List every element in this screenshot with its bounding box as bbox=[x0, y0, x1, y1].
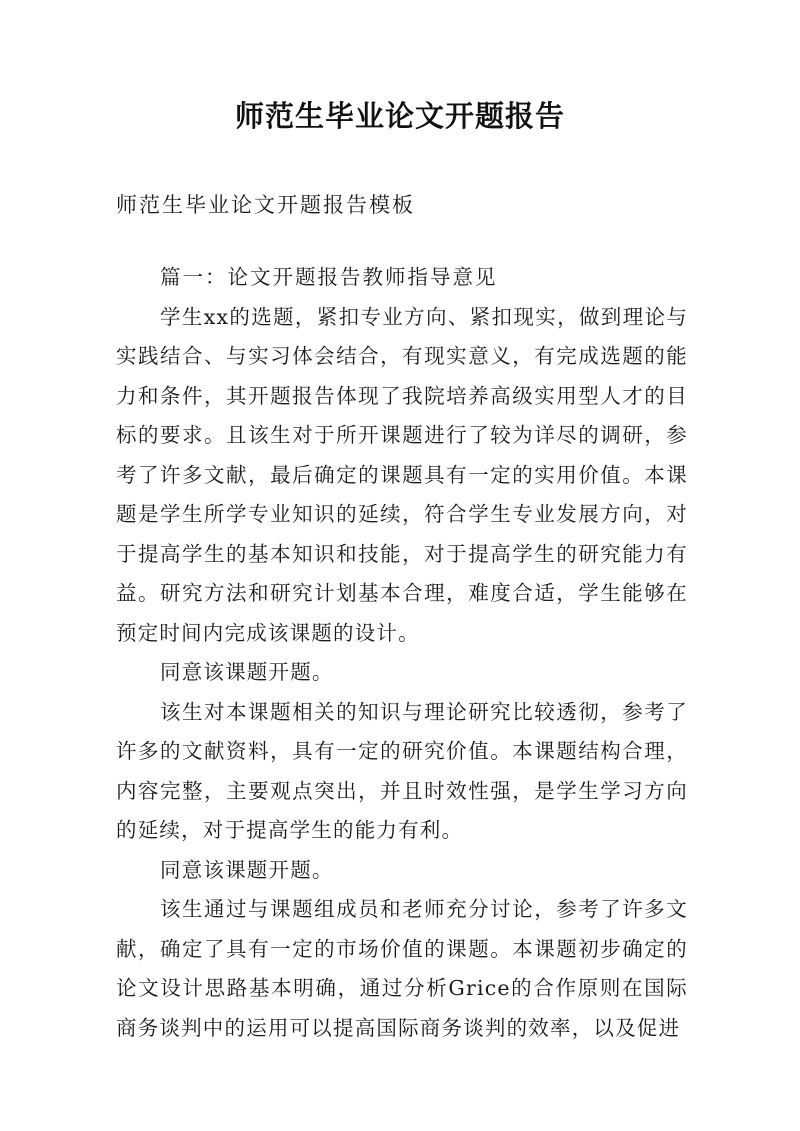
document-title: 师范生毕业论文开题报告 bbox=[234, 99, 565, 133]
document-body bbox=[116, 258, 688, 1048]
paragraph: 该生对本课题相关的知识与理论研究比较透彻，参考了许多的文献资料，具有一定的研究价值。本课题结构合理，内容完整，主要观点突出，并且时效性强，是学生学习方向的延续，对于提高学生的能力有利。 bbox=[116, 699, 688, 842]
paragraph: 同意该课题开题。 bbox=[160, 857, 334, 882]
paragraph: 该生通过与课题组成员和老师充分讨论，参考了许多文献，确定了具有一定的市场价值的课题。本课题初步确定的论文设计思路基本明确，通过分析Grice的合作原则在国际商务谈判中的运用可以提高国际商务谈判的效率，以及促进 bbox=[116, 897, 688, 1040]
document-subtitle: 师范生毕业论文开题报告模板 bbox=[116, 193, 415, 217]
section-heading: 篇一：论文开题报告教师指导意见 bbox=[160, 265, 498, 289]
paragraph: 学生xx的选题，紧扣专业方向、紧扣现实，做到理论与实践结合、与实习体会结合，有现实意义，有完成选题的能力和条件，其开题报告体现了我院培养高级实用型人才的目标的要求。且该生对于所开课题进行了较为详尽的调研，参考了许多文献，最后确定的课题具有一定的实用价值。本课题是学生所学专业知识的延续，符合学生专业发展方向，对于提高学生的基本知识和技能，对于提高学生的研究能力有益。研究方法和研究计划基本合理，难度合适，学生能够在预定时间内完成该课题的设计。 bbox=[116, 304, 688, 645]
paragraph: 同意该课题开题。 bbox=[160, 660, 334, 684]
